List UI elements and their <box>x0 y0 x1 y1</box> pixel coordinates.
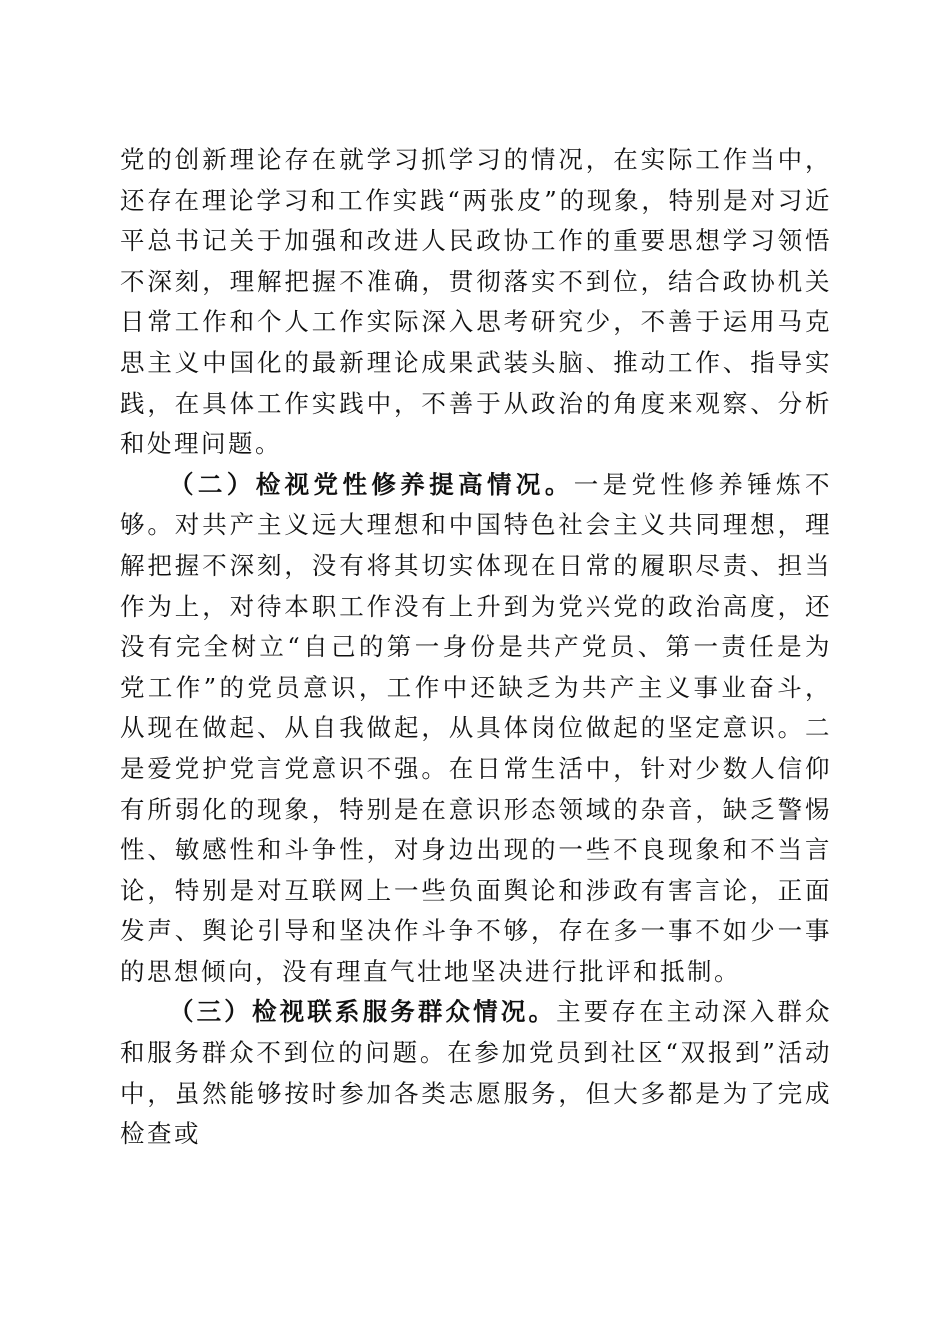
paragraph-3-text: 主要存在主动深入群众和服务群众不到位的问题。在参加党员到社区“双报到”活动中，虽然能够按时参加各类志愿服务，但大多都是为了完成检查或 <box>120 997 833 1149</box>
paragraph-1-text: 党的创新理论存在就学习抓学习的情况，在实际工作当中，还存在理论学习和工作实践“两张皮”的现象，特别是对习近平总书记关于加强和改进人民政协工作的重要思想学习领悟不深刻，理解把握不准确，贯彻落实不到位，结合政协机关日常工作和个人工作实际深入思考研究少，不善于运用马克思主义中国化的最新理论成果武装头脑、推动工作、指导实践，在具体工作实践中，不善于从政治的角度来观察、分析和处理问题。 <box>120 145 832 459</box>
document-page <box>120 140 832 1155</box>
section-heading-3: （三）检视联系服务群众情况。 <box>169 997 557 1027</box>
paragraph-2 <box>120 465 832 993</box>
section-heading-2: （二）检视党性修养提高情况。 <box>169 469 574 499</box>
paragraph-2-text: 一是党性修养锤炼不够。对共产主义远大理想和中国特色社会主义共同理想，理解把握不深刻，没有将其切实体现在日常的履职尽责、担当作为上，对待本职工作没有上升到为党兴党的政治高度，还没有完全树立“自己的第一身份是共产党员、第一责任是为党工作”的党员意识，工作中还缺乏为共产主义事业奋斗，从现在做起、从自我做起，从具体岗位做起的坚定意识。二是爱党护党言党意识不强。在日常生活中，针对少数人信仰有所弱化的现象，特别是在意识形态领域的杂音，缺乏警惕性、敏感性和斗争性，对身边出现的一些不良现象和不当言论，特别是对互联网上一些负面舆论和涉政有害言论，正面发声、舆论引导和坚决作斗争不够，存在多一事不如少一事的思想倾向，没有理直气壮地坚决进行批评和抵制。 <box>120 469 833 986</box>
paragraph-1 <box>120 140 832 465</box>
paragraph-3 <box>120 992 832 1154</box>
